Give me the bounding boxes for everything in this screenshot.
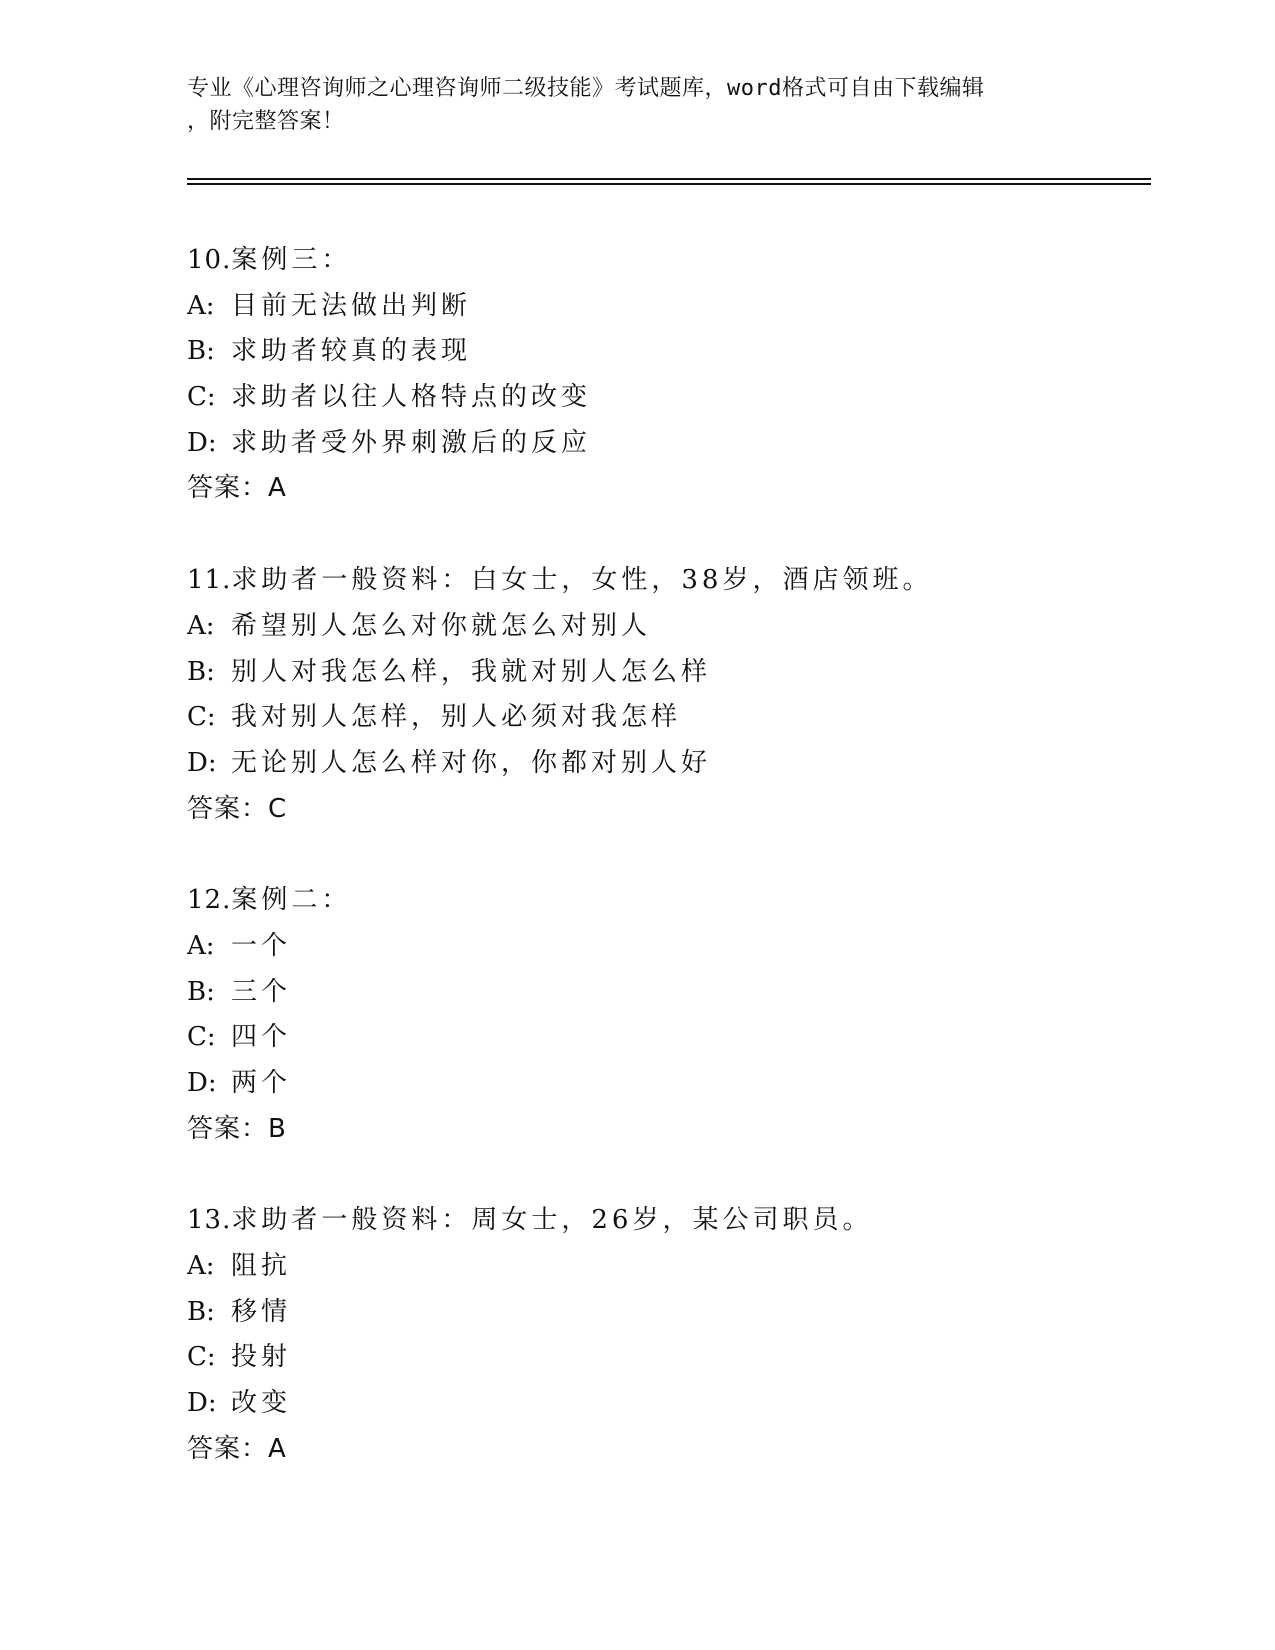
option-c bbox=[187, 375, 1147, 421]
option-b bbox=[187, 329, 1147, 375]
option-letter: A: bbox=[187, 290, 215, 321]
answer-line: 答案：A bbox=[187, 1433, 287, 1464]
question-number: 11. bbox=[187, 565, 232, 596]
option-text: 目前无法做出判断 bbox=[231, 290, 472, 321]
header-divider-bottom bbox=[187, 183, 1151, 185]
answer-line: 答案：C bbox=[187, 793, 288, 824]
option-letter: B: bbox=[187, 336, 215, 367]
option-text: 求助者受外界刺激后的反应 bbox=[231, 427, 592, 458]
option-d bbox=[187, 1381, 1147, 1427]
option-letter: A: bbox=[187, 610, 215, 641]
question-number: 13. bbox=[187, 1205, 232, 1236]
option-c bbox=[187, 695, 1147, 741]
option-text: 一个 bbox=[231, 930, 292, 961]
option-b bbox=[187, 970, 1147, 1016]
answer-line: 答案：A bbox=[187, 473, 287, 504]
option-text: 投射 bbox=[231, 1342, 292, 1373]
option-letter: A: bbox=[187, 930, 215, 961]
option-text: 移情 bbox=[231, 1296, 292, 1327]
option-text: 求助者以往人格特点的改变 bbox=[231, 382, 592, 413]
option-text: 改变 bbox=[231, 1388, 292, 1419]
option-letter: C: bbox=[187, 702, 216, 733]
option-letter: C: bbox=[187, 1022, 216, 1053]
question-11 bbox=[187, 558, 1147, 832]
document-header bbox=[187, 72, 1087, 138]
question-text: 案例二： bbox=[231, 885, 352, 916]
question-stem bbox=[187, 558, 1147, 604]
question-text: 案例三： bbox=[231, 245, 352, 275]
question-stem bbox=[187, 238, 1147, 284]
option-c bbox=[187, 1335, 1147, 1381]
option-d bbox=[187, 421, 1147, 467]
option-a bbox=[187, 604, 1147, 650]
option-letter: B: bbox=[187, 656, 215, 687]
option-c bbox=[187, 1015, 1147, 1061]
option-a bbox=[187, 924, 1147, 970]
option-letter: D: bbox=[187, 1388, 217, 1419]
option-letter: A: bbox=[187, 1251, 215, 1282]
option-text: 两个 bbox=[231, 1068, 292, 1098]
header-title-line-1: 专业《心理咨询师之心理咨询师二级技能》考试题库，word格式可自由下载编辑 bbox=[187, 76, 985, 101]
header-divider-top bbox=[187, 178, 1151, 180]
question-10 bbox=[187, 238, 1147, 512]
option-text: 别人对我怎么样，我就对别人怎么样 bbox=[231, 656, 712, 687]
option-text: 阻抗 bbox=[231, 1251, 292, 1282]
question-stem bbox=[187, 878, 1147, 924]
option-letter: C: bbox=[187, 382, 216, 413]
option-letter: D: bbox=[187, 747, 217, 778]
question-stem bbox=[187, 1198, 1147, 1244]
option-b bbox=[187, 650, 1147, 696]
option-text: 希望别人怎么对你就怎么对别人 bbox=[231, 610, 652, 641]
option-d bbox=[187, 741, 1147, 787]
question-number: 10. bbox=[187, 245, 232, 275]
option-text: 求助者较真的表现 bbox=[231, 336, 472, 367]
header-title-line-2: ，附完整答案！ bbox=[187, 109, 345, 134]
question-text: 求助者一般资料：周女士，26岁，某公司职员。 bbox=[231, 1205, 873, 1236]
option-letter: B: bbox=[187, 1296, 215, 1327]
question-13 bbox=[187, 1198, 1147, 1472]
question-list bbox=[187, 238, 1147, 1473]
option-d bbox=[187, 1061, 1147, 1107]
option-text: 无论别人怎么样对你，你都对别人好 bbox=[231, 747, 712, 778]
option-letter: C: bbox=[187, 1342, 216, 1373]
option-text: 三个 bbox=[231, 976, 292, 1007]
question-12 bbox=[187, 878, 1147, 1152]
option-text: 四个 bbox=[231, 1022, 292, 1053]
question-text: 求助者一般资料：白女士，女性，38岁，酒店领班。 bbox=[231, 565, 933, 596]
option-a bbox=[187, 1244, 1147, 1290]
option-b bbox=[187, 1290, 1147, 1336]
option-letter: B: bbox=[187, 976, 215, 1007]
option-text: 我对别人怎样，别人必须对我怎样 bbox=[231, 702, 682, 733]
question-number: 12. bbox=[187, 885, 232, 916]
option-a bbox=[187, 284, 1147, 330]
answer-line: 答案：B bbox=[187, 1113, 287, 1144]
option-letter: D: bbox=[187, 427, 217, 458]
option-letter: D: bbox=[187, 1068, 217, 1098]
